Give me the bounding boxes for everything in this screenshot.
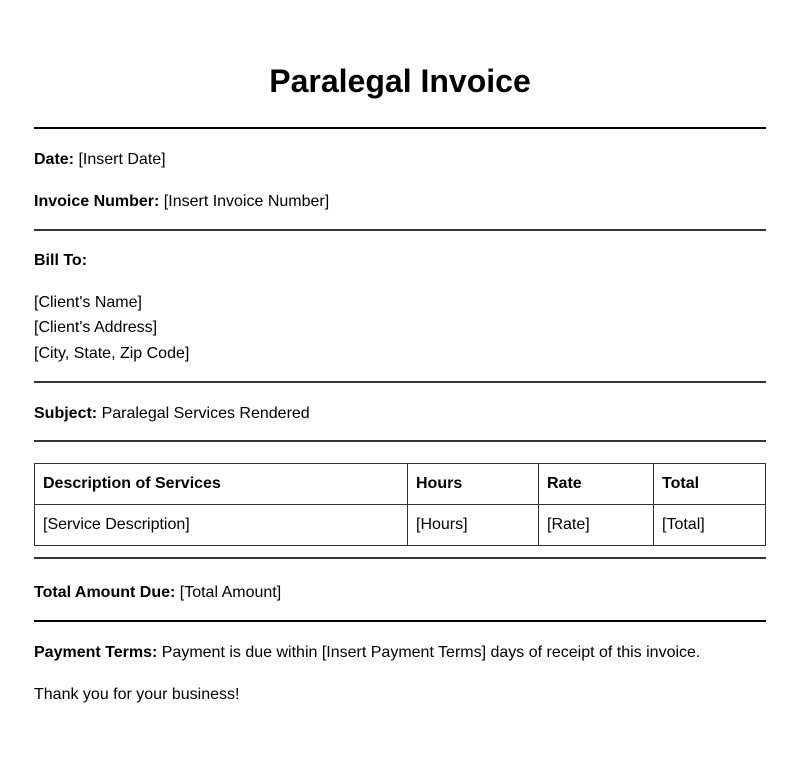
bill-to-heading — [34, 251, 87, 271]
total-due-value: [Total Amount] — [175, 584, 282, 601]
section-divider — [34, 620, 766, 622]
invoice-number-line — [34, 192, 329, 212]
payment-terms-label: Payment Terms: — [34, 644, 158, 661]
bill-to-label: Bill To: — [34, 252, 88, 269]
section-divider — [34, 229, 766, 231]
client-name: [Client's Name] — [34, 294, 142, 311]
total-due-label: Total Amount Due: — [34, 584, 176, 601]
column-header-total: Total — [654, 464, 766, 505]
column-header-rate: Rate — [539, 464, 654, 505]
title-divider — [34, 127, 766, 129]
table-row — [35, 505, 766, 546]
column-header-hours: Hours — [408, 464, 539, 505]
section-divider — [34, 557, 766, 559]
date-value: [Insert Date] — [74, 151, 166, 168]
subject-line — [34, 404, 310, 424]
payment-terms-value: Payment is due within [Insert Payment Terms] days of receipt of this invoice. — [157, 644, 701, 661]
payment-terms-line — [34, 643, 700, 663]
table-header-row — [35, 464, 766, 505]
cell-hours: [Hours] — [408, 505, 539, 546]
invoice-number-label: Invoice Number: — [34, 193, 160, 210]
cell-rate: [Rate] — [539, 505, 654, 546]
subject-label: Subject: — [34, 405, 98, 422]
total-due-line — [34, 583, 281, 603]
services-table — [34, 463, 766, 546]
invoice-number-value: [Insert Invoice Number] — [159, 193, 330, 210]
date-line — [34, 150, 166, 170]
cell-service-description: [Service Description] — [35, 505, 408, 546]
section-divider — [34, 381, 766, 383]
client-address: [Client's Address] — [34, 319, 158, 336]
client-city-state-zip: [City, State, Zip Code] — [34, 345, 190, 362]
column-header-description: Description of Services — [35, 464, 408, 505]
subject-value: Paralegal Services Rendered — [97, 405, 310, 422]
cell-total: [Total] — [654, 505, 766, 546]
date-label: Date: — [34, 151, 75, 168]
section-divider — [34, 440, 766, 442]
page-title: Paralegal Invoice — [269, 63, 531, 99]
closing-message: Thank you for your business! — [34, 686, 240, 703]
